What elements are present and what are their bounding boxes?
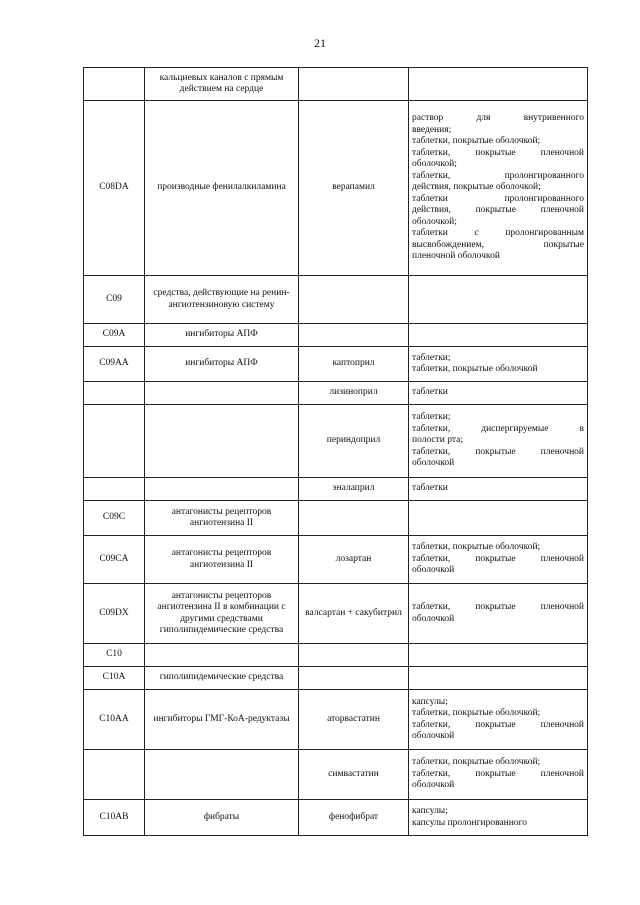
dosage-form-line: таблетки, покрытые оболочкой; xyxy=(412,757,541,768)
table-row xyxy=(84,101,588,276)
page-number: 21 xyxy=(314,36,326,50)
drug-name-cell: лизиноприл xyxy=(299,382,409,405)
dosage-form-line: таблетки, покрытые оболочкой; xyxy=(412,136,541,147)
table-row xyxy=(84,800,588,836)
dosage-form-line: оболочкой; xyxy=(412,159,457,170)
anatomical-group-cell xyxy=(145,382,299,405)
atc-code-cell xyxy=(84,68,145,101)
table-row xyxy=(84,584,588,644)
dosage-form-line: таблетки, пролонгированного xyxy=(412,170,584,181)
dosage-form-line: таблетки, покрытые пленочной xyxy=(412,719,584,730)
dosage-form-line: действия, покрытые оболочкой; xyxy=(412,182,541,193)
drug-name-cell xyxy=(299,68,409,101)
table-row xyxy=(84,405,588,478)
dosage-form-line: оболочкой; xyxy=(412,216,457,227)
dosage-form-line: таблетки, покрытые оболочкой; xyxy=(412,542,541,553)
table-row xyxy=(84,382,588,405)
dosage-form-line: таблетки, покрытые оболочкой xyxy=(412,364,538,374)
drug-name-cell: аторвастатин xyxy=(299,690,409,750)
table-row xyxy=(84,667,588,690)
dosage-form-line: введения; xyxy=(412,124,452,135)
drug-name-cell xyxy=(299,324,409,347)
dosage-form-cell xyxy=(409,324,588,347)
atc-code-cell: C08DA xyxy=(84,101,145,276)
atc-code-cell xyxy=(84,478,145,501)
dosage-form-cell xyxy=(409,536,588,584)
dosage-form-cell xyxy=(409,405,588,478)
dosage-form-cell xyxy=(409,750,588,800)
anatomical-group-cell xyxy=(145,750,299,800)
dosage-form-cell xyxy=(409,276,588,324)
dosage-form-line: высвобождением, покрытые xyxy=(412,239,584,250)
atc-code-cell: C09C xyxy=(84,501,145,536)
dosage-form-line: таблетки с пролонгированным xyxy=(412,228,584,239)
drug-name-cell: симвастатин xyxy=(299,750,409,800)
drug-name-cell: эналаприл xyxy=(299,478,409,501)
dosage-form-cell xyxy=(409,347,588,382)
drug-name-cell: периндоприл xyxy=(299,405,409,478)
dosage-form-line: полости рта; xyxy=(412,435,464,446)
dosage-form-line: таблетки xyxy=(412,387,448,398)
dosage-form-cell xyxy=(409,68,588,101)
drug-name-cell xyxy=(299,276,409,324)
atc-code-cell: C10A xyxy=(84,667,145,690)
table-row xyxy=(84,536,588,584)
atc-code-cell: C09 xyxy=(84,276,145,324)
anatomical-group-cell: средства, действующие на ренин-ангиотензиновую систему xyxy=(145,276,299,324)
anatomical-group-cell: ингибиторы АПФ xyxy=(145,347,299,382)
atc-code-cell: C10AB xyxy=(84,800,145,836)
dosage-form-cell xyxy=(409,478,588,501)
drug-name-cell xyxy=(299,644,409,667)
drug-name-cell: каптоприл xyxy=(299,347,409,382)
drug-name-cell: валсартан + сакубитрил xyxy=(299,584,409,644)
anatomical-group-cell xyxy=(145,644,299,667)
atc-code-cell xyxy=(84,750,145,800)
atc-code-cell: C09AA xyxy=(84,347,145,382)
anatomical-group-cell xyxy=(145,478,299,501)
dosage-form-line: таблетки, покрытые пленочной xyxy=(412,553,584,564)
table-row xyxy=(84,690,588,750)
atc-code-cell: C10 xyxy=(84,644,145,667)
drug-name-cell: лозартан xyxy=(299,536,409,584)
table-body xyxy=(84,68,588,836)
anatomical-group-cell: ингибиторы АПФ xyxy=(145,324,299,347)
atc-code-cell xyxy=(84,382,145,405)
anatomical-group-cell: фибраты xyxy=(145,800,299,836)
dosage-form-line: раствор для внутривенного xyxy=(412,113,584,124)
dosage-form-line: пленочной оболочкой xyxy=(412,251,500,262)
dosage-form-line: таблетки, покрытые пленочной xyxy=(412,446,584,457)
drug-name-cell: фенофибрат xyxy=(299,800,409,836)
atc-code-cell: C09CA xyxy=(84,536,145,584)
table-row xyxy=(84,644,588,667)
anatomical-group-cell: ингибиторы ГМГ-КоА-редуктазы xyxy=(145,690,299,750)
dosage-form-cell xyxy=(409,667,588,690)
anatomical-group-cell: антагонисты рецепторов ангиотензина II xyxy=(145,536,299,584)
dosage-form-line: действия, покрытые пленочной xyxy=(412,205,584,216)
dosage-form-line: капсулы; xyxy=(412,806,448,816)
dosage-form-line: оболочкой xyxy=(412,565,455,576)
anatomical-group-cell: гиполипидемические средства xyxy=(145,667,299,690)
dosage-form-line: таблетки, покрытые оболочкой; xyxy=(412,708,541,718)
dosage-form-line: оболочкой xyxy=(412,780,455,791)
table-row xyxy=(84,68,588,101)
table-row xyxy=(84,276,588,324)
dosage-form-cell xyxy=(409,800,588,836)
table-row xyxy=(84,324,588,347)
dosage-form-line: таблетки, покрытые пленочной xyxy=(412,602,584,612)
anatomical-group-cell: антагонисты рецепторов ангиотензина II в комбинации с другими средствами гиполипидемические средства xyxy=(145,584,299,644)
dosage-form-line: таблетки, диспергируемые в xyxy=(412,423,584,434)
table-row xyxy=(84,750,588,800)
anatomical-group-cell: антагонисты рецепторов ангиотензина II xyxy=(145,501,299,536)
table-row xyxy=(84,478,588,501)
dosage-form-cell xyxy=(409,584,588,644)
dosage-form-line: таблетки; xyxy=(412,412,451,423)
anatomical-group-cell xyxy=(145,405,299,478)
dosage-form-cell xyxy=(409,690,588,750)
drug-name-cell xyxy=(299,501,409,536)
anatomical-group-cell: кальциевых каналов с прямым действием на сердце xyxy=(145,68,299,101)
drug-name-cell: верапамил xyxy=(299,101,409,276)
atc-code-cell xyxy=(84,405,145,478)
dosage-form-cell xyxy=(409,501,588,536)
dosage-form-line: таблетки, покрытые пленочной xyxy=(412,768,584,779)
dosage-form-line: оболочкой xyxy=(412,458,455,469)
dosage-form-line: оболочкой xyxy=(412,613,455,624)
dosage-form-cell xyxy=(409,382,588,405)
atc-code-cell: C09DX xyxy=(84,584,145,644)
dosage-form-line: таблетки xyxy=(412,483,448,494)
dosage-form-cell xyxy=(409,644,588,667)
anatomical-group-cell: производные фенилалкиламина xyxy=(145,101,299,276)
drug-name-cell xyxy=(299,667,409,690)
dosage-form-line: таблетки; xyxy=(412,352,451,363)
dosage-form-line: таблетки, покрытые пленочной xyxy=(412,147,584,158)
dosage-form-cell xyxy=(409,101,588,276)
drug-table xyxy=(83,67,588,836)
dosage-form-line: капсулы; xyxy=(412,696,448,707)
atc-code-cell: C09A xyxy=(84,324,145,347)
dosage-form-line: таблетки пролонгированного xyxy=(412,193,584,204)
table-row xyxy=(84,501,588,536)
atc-code-cell: C10AA xyxy=(84,690,145,750)
table-row xyxy=(84,347,588,382)
dosage-form-line: капсулы пролонгированного xyxy=(412,817,527,828)
dosage-form-line: оболочкой xyxy=(412,731,455,741)
